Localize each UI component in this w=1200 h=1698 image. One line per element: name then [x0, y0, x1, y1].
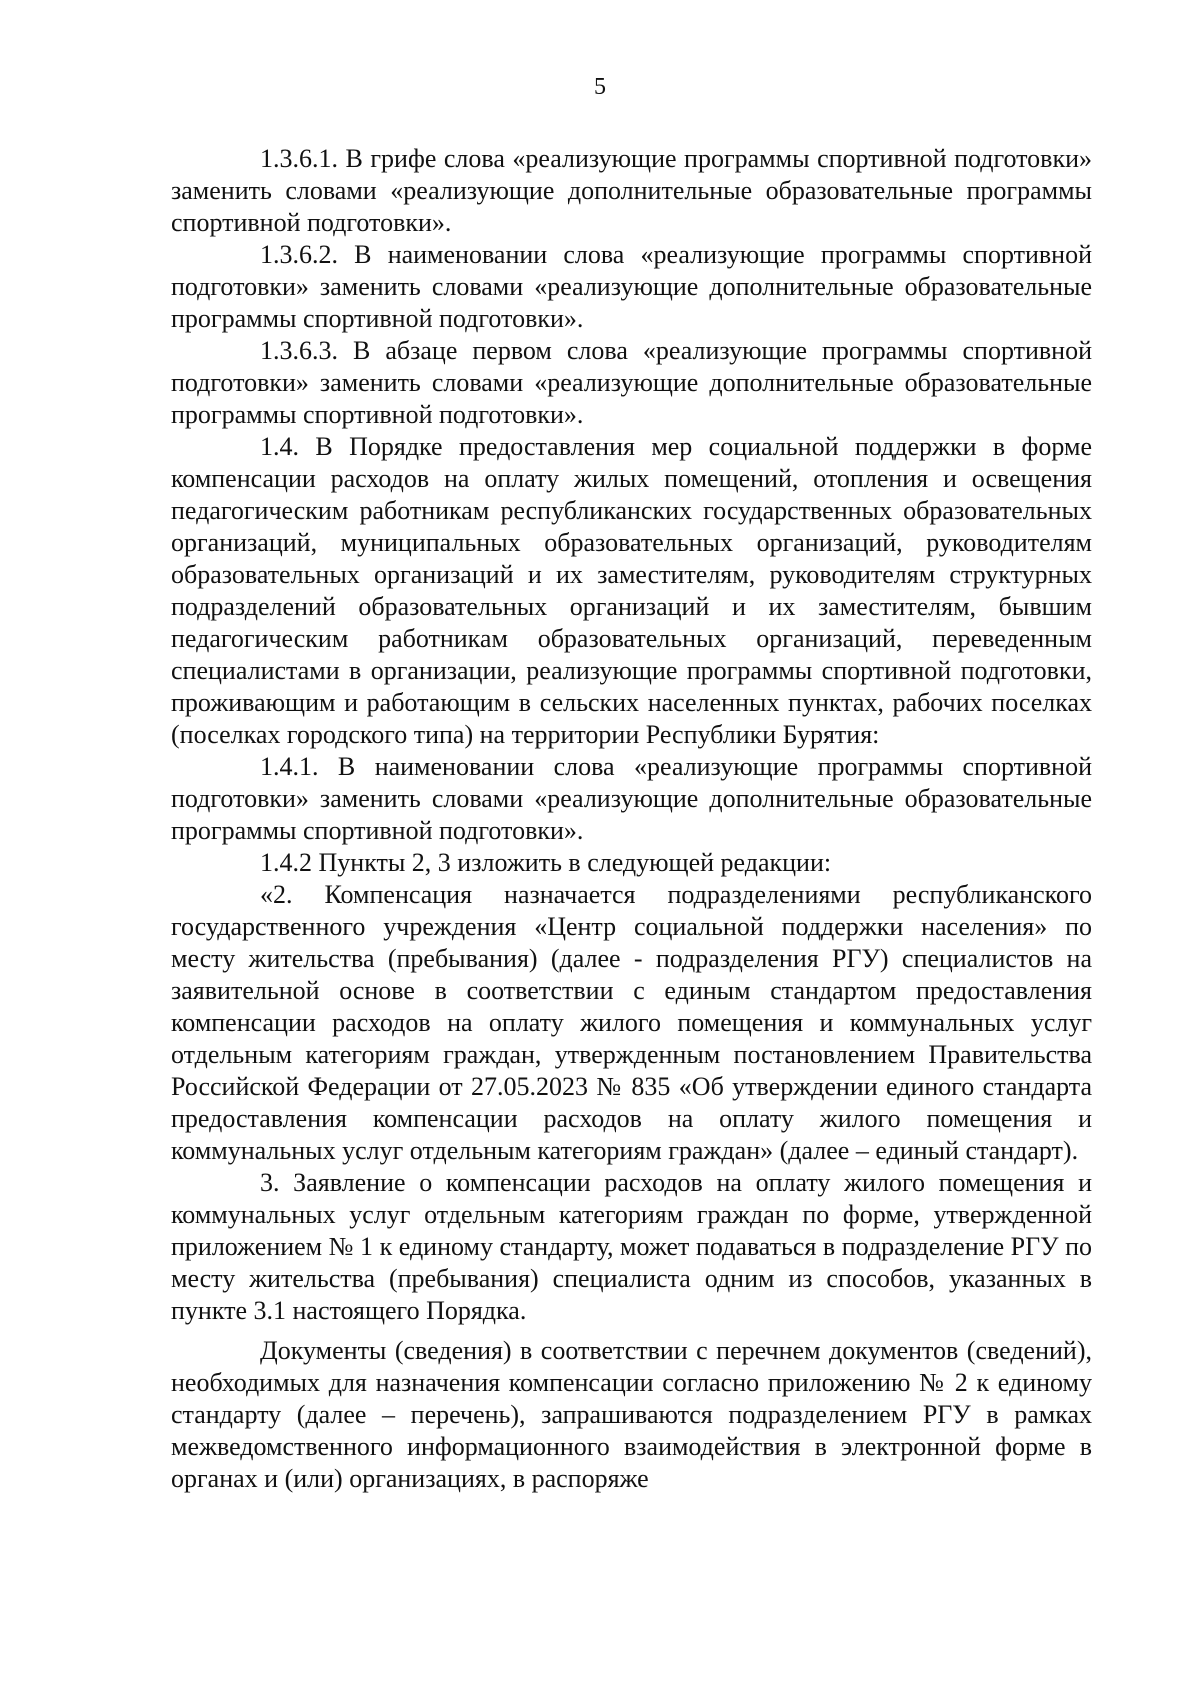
paragraph-1-3-6-2: 1.3.6.2. В наименовании слова «реализующие программы спортивной подготовки» заменить словами «реализующие дополнительные образовательные программы спортивной подготовки».: [171, 240, 1092, 333]
paragraph-1-4-2: 1.4.2 Пункты 2, 3 изложить в следующей редакции:: [260, 848, 832, 877]
paragraph-1-4-1: 1.4.1. В наименовании слова «реализующие программы спортивной подготовки» заменить словами «реализующие дополнительные образовательные программы спортивной подготовки».: [171, 752, 1092, 845]
document-body: [171, 143, 1092, 1495]
paragraph-documents: Документы (сведения) в соответствии с перечнем документов (сведений), необходимых для назначения компенсации согласно приложению № 2 к единому стандарту (далее – перечень), запрашиваются подразделением РГУ в рамках межведомственного информационного взаимодействия в электронной форме в органах и (или) организациях, в распоряже: [171, 1336, 1092, 1493]
page-number: 5: [594, 74, 606, 100]
paragraph-1-3-6-3: 1.3.6.3. В абзаце первом слова «реализующие программы спортивной подготовки» заменить словами «реализующие дополнительные образовательные программы спортивной подготовки».: [171, 336, 1092, 429]
paragraph-item-2: «2. Компенсация назначается подразделениями республиканского государственного учреждения «Центр социальной поддержки населения» по месту жительства (пребывания) (далее - подразделения РГУ) специалистов на заявительной основе в соответствии с единым стандартом предоставления компенсации расходов на оплату жилого помещения и коммунальных услуг отдельным категориям граждан, утвержденным постановлением Правительства Российской Федерации от 27.05.2023 № 835 «Об утверждении единого стандарта предоставления компенсации расходов на оплату жилого помещения и коммунальных услуг отдельным категориям граждан» (далее – единый стандарт).: [171, 880, 1092, 1165]
paragraph-item-3: 3. Заявление о компенсации расходов на оплату жилого помещения и коммунальных услуг отдельным категориям граждан по форме, утвержденной приложением № 1 к единому стандарту, может подаваться в подразделение РГУ по месту жительства (пребывания) специалиста одним из способов, указанных в пункте 3.1 настоящего Порядка.: [171, 1168, 1092, 1325]
paragraph-1-4: 1.4. В Порядке предоставления мер социальной поддержки в форме компенсации расходов на оплату жилых помещений, отопления и освещения педагогическим работникам республиканских государственных образовательных организаций, муниципальных образовательных организаций, руководителям образовательных организаций и их заместителям, руководителям структурных подразделений образовательных организаций и их заместителям, бывшим педагогическим работникам образовательных организаций, переведенным специалистами в организации, реализующие программы спортивной подготовки, проживающим и работающим в сельских населенных пунктах, рабочих поселках (поселках городского типа) на территории Республики Бурятия:: [171, 432, 1092, 749]
paragraph-1-3-6-1: 1.3.6.1. В грифе слова «реализующие программы спортивной подготовки» заменить словами «реализующие дополнительные образовательные программы спортивной подготовки».: [171, 144, 1092, 237]
